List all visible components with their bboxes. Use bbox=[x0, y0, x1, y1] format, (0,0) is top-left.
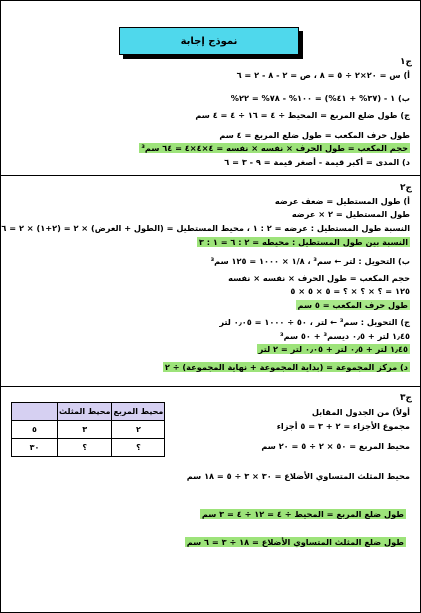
q2-center-formula: د) مركز المجموعة = (بداية المجموعة + نهاية المجموعة) ÷ ٢ bbox=[164, 362, 408, 372]
divider-2 bbox=[1, 386, 420, 387]
q1-part-a: أ) س = ٢٠×٢ ÷ ٥ = ٨ ، ص = ٢ - ٨ - ٢ = ٦ bbox=[236, 70, 410, 80]
q3-number: ج٣ bbox=[400, 393, 412, 403]
q3-table-cell: ٣٠ bbox=[12, 439, 58, 457]
q2-a-line2: طول المستطيل = ٢ × عرضه bbox=[291, 209, 410, 219]
q1-cube-edge: طول حرف المكعب = طول ضلع المربع = ٤ سم bbox=[219, 130, 410, 140]
q2-b-line1: ب) التحويل : لتر ← سم³ ، ١/٨ × ١٠٠٠ = ١٢٥ سم³ bbox=[210, 256, 410, 266]
title-banner bbox=[119, 27, 299, 55]
q3-table bbox=[11, 402, 165, 457]
q1-range: د) المدى = أكبر قيمة - أصغر قيمة = ٩ - ٣ = ٦ bbox=[224, 157, 410, 167]
q3-square-side-answer: طول ضلع المربع = المحيط ÷ ٤ = ١٢ ÷ ٤ = ٣ سم bbox=[201, 509, 404, 519]
page-title: نموذج إجابة bbox=[180, 35, 238, 47]
q2-ratio-answer: النسبة بين طول المستطيل : محيطه = ٢ : ٦ = ١ : ٣ bbox=[198, 237, 408, 247]
q3-triangle-side-answer: طول ضلع المثلث المتساوي الأضلاع = ١٨ ÷ ٣ = ٦ سم bbox=[186, 537, 404, 547]
q3-table-cell: ٢ bbox=[112, 421, 165, 439]
q2-edge-answer: طول حرف المكعب = ٥ سم bbox=[297, 300, 408, 310]
q3-table-cell: ؟ bbox=[58, 439, 112, 457]
q2-d bbox=[10, 362, 410, 373]
q2-a-line4 bbox=[10, 237, 410, 248]
q3-table-cell: ٣ bbox=[58, 421, 112, 439]
q2-c-line2: ١٫٤٥ لتر + ٠٫٥ ديسم³ + ٥٠ سم³ bbox=[279, 331, 410, 341]
q3-table-empty-head bbox=[12, 403, 58, 421]
q1-part-c: ج) طول ضلع المربع = المحيط ÷ ٤ = ١٦ ÷ ٤ = ٤ سم bbox=[195, 110, 410, 120]
q1-number: ج١ bbox=[400, 57, 412, 67]
q2-a-line3: النسبة طول المستطيل : عرضه = ٢ : ١ ، محيط المستطيل = (الطول + العرض) × ٢ = (٢+١) × ٢ = ٦ bbox=[1, 223, 410, 233]
q2-a-line1: أ) طول المستطيل = ضعف عرضه bbox=[274, 196, 410, 206]
q1-cube-volume bbox=[10, 143, 410, 154]
q3-a-line4: محيط المثلث المتساوي الأضلاع = ٣٠ × ٣ ÷ ٥ = ١٨ سم bbox=[186, 471, 410, 481]
q3-table-cell: ؟ bbox=[112, 439, 165, 457]
q1-part-b: ب) ١ - (٣٧% + ٤١%) = ١٠٠% - ٧٨% = ٢٢% bbox=[230, 93, 410, 103]
q2-capacity-answer: ١٫٤٥ لتر + ٠٫٥ لتر + ٠٫٠٥ لتر = ٢ لتر bbox=[258, 344, 408, 354]
q2-c-line3 bbox=[10, 344, 410, 355]
q3-table-header-triangle: محيط المثلث bbox=[58, 403, 112, 421]
divider-1 bbox=[1, 175, 420, 176]
q2-c-line1: ج) التحويل : سم³ ← لتر ، ٥٠ ÷ ١٠٠٠ = ٠٫٠٥ لتر bbox=[219, 317, 410, 327]
q3-a-line1: أولاً) من الجدول المقابل bbox=[311, 407, 410, 417]
q3-a-line2: مجموع الأجزاء = ٢ + ٣ = ٥ أجزاء bbox=[276, 421, 410, 431]
q3-b-line2 bbox=[6, 537, 406, 548]
q2-number: ج٢ bbox=[400, 183, 412, 193]
q2-b-line2: حجم المكعب = طول الحرف × نفسه × نفسه bbox=[228, 273, 410, 283]
q2-b-line4 bbox=[10, 300, 410, 311]
q3-b-line1 bbox=[6, 509, 406, 520]
q3-table-cell: ٥ bbox=[12, 421, 58, 439]
q3-table-header-square: محيط المربع bbox=[112, 403, 165, 421]
q2-b-line3: ١٢٥ = ؟ × ؟ × ؟ = ٥ × ٥ × ٥ bbox=[290, 286, 410, 296]
q3-a-line3: محيط المربع = ٥٠ × ٢ ÷ ٥ = ٢٠ سم bbox=[261, 441, 410, 451]
q1-cube-volume-text: حجم المكعب = طول الحرف × نفسه × نفسه = ٤×٤×٤ = ٦٤ سم³ bbox=[141, 143, 408, 153]
